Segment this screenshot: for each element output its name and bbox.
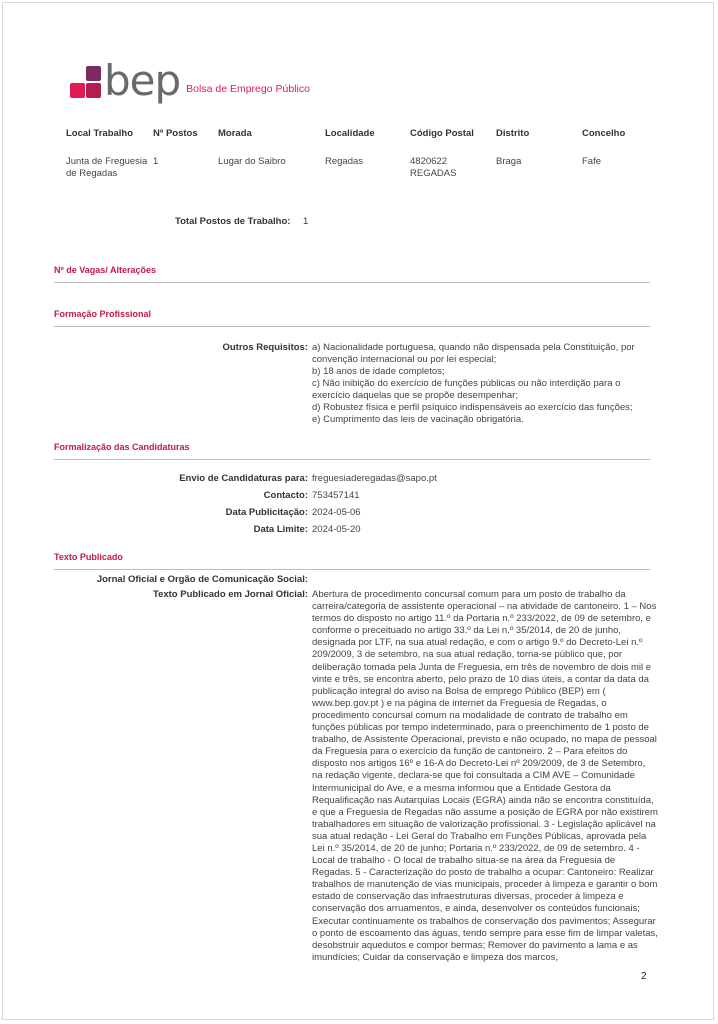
section-texto-publicado: Texto Publicado — [54, 547, 650, 570]
data-limite-value: 2024-05-20 — [312, 524, 361, 535]
cell-local-trabalho: Junta de Freguesia de Regadas — [66, 156, 148, 179]
envio-candidaturas-email[interactable]: freguesiaderegadas@sapo.pt — [312, 473, 437, 484]
cell-codigo-postal: 4820622 REGADAS — [410, 156, 457, 179]
contacto-label: Contacto: — [263, 490, 308, 501]
logo-tagline: Bolsa de Emprego Público — [186, 83, 310, 95]
cell-concelho: Fafe — [582, 156, 602, 167]
cell-localidade: Regadas — [325, 156, 364, 167]
requisito-item: d) Robustez física e perfil psíquico indispensáveis ao exercício das funções; — [312, 402, 633, 413]
header-n-postos: Nº Postos — [153, 128, 198, 139]
header-codigo-postal: Código Postal — [410, 128, 474, 139]
jornal-oficial-label: Jornal Oficial e Orgão de Comunicação Social: — [96, 574, 308, 585]
logo-word: bep — [104, 56, 181, 105]
logo-squares-icon — [70, 66, 106, 100]
data-publicitacao-value: 2024-05-06 — [312, 507, 361, 518]
header-local-trabalho: Local Trabalho — [66, 128, 134, 139]
page-number: 2 — [641, 971, 647, 982]
envio-candidaturas-label: Envio de Candidaturas para: — [179, 473, 308, 484]
contacto-value: 753457141 — [312, 490, 360, 501]
data-limite-label: Data Limite: — [253, 524, 308, 535]
header-morada: Morada — [218, 128, 252, 139]
requisito-item: a) Nacionalidade portuguesa, quando não dispensada pela Constituição, por convenção internacional ou por lei especial; — [312, 342, 635, 365]
cell-morada: Lugar do Saibro — [218, 156, 286, 167]
texto-jornal-oficial-label: Texto Publicado em Jornal Oficial: — [152, 589, 308, 600]
requisito-item: e) Cumprimento das leis de vacinação obrigatória. — [312, 414, 524, 425]
cell-n-postos: 1 — [153, 156, 159, 167]
outros-requisitos-label: Outros Requisitos: — [222, 342, 308, 353]
header-localidade: Localidade — [325, 128, 375, 139]
total-postos-value: 1 — [303, 216, 309, 227]
data-publicitacao-label: Data Publicitação: — [225, 507, 308, 518]
texto-jornal-oficial-body: Abertura de procedimento concursal comum para um posto de trabalho da carreira/categoria de assistente operacional – na atividade de cantoneiro. 1 – Nos termos do disposto no artigo 11.º da Portaria n.º 233/2022, de 09 de setembro, e conforme o preceituado no artigo 33.º da Lei n.º 35/2014, de 20 de junho, designada por LTF, na sua atual redação, e com o artigo 9.º do Decreto-Lei n.º 209/2009, 3 de setembro, na sua atual redação, torna-se público que, por deliberação tomada pela Junta de Freguesia, em três de novembro de dois mil e vinte e três, se encontra aberto, pelo prazo de 10 dias úteis, a contar da data da publicação integral do aviso na Bolsa de emprego Público (BEP) em ( www.bep.gov.pt ) e na página de internet da Freguesia de Regadas, o procedimento concursal comum na modalidade de contrato de trabalho em funções públicas por tempo indeterminado, para o preenchimento de 1 posto de trabalho, de Assistente Operacional, previsto e não ocupado, no mapa de pessoal da Freguesia para o exercício da função de cantoneiro. 2 – Para efeitos do disposto nos artigos 16º e 16-A do Decreto-Lei nº 209/2009, de 3 de Setembro, na redação vigente, declara-se que foi consultada a CIM AVE – Comunidade Intermunicipal do Ave, e a mesma informou que a Entidade Gestora da Requalificação nas Autarquias Locais (EGRA) ainda não se encontra constituída, e que a Freguesia de Regadas não assume a posição de EGRA por não existirem trabalhadores em situação de valorização profissional. 3 - Legislação aplicável na sua atual redação - Lei Geral do Trabalho em Funções Públicas, aprovada pela Lei n.º 35/2014, de 20 de junho; Portaria n.º 233/2022, de 09 de setembro. 4 - Local de trabalho - O local de trabalho situa-se na área da Freguesia de Regadas. 5 - Caracterização do posto de trabalho a ocupar: Cantoneiro: Realizar trabalhos de manutenção de vias municipais, proceder à limpeza e garantir o bom estado de conservação das infraestruturas diversas, proceder à limpeza e conservação dos arruamentos, e ainda, desenvolver os conteúdos funcionais; Executar continuamente os trabalhos de conservação dos pavimentos; Assegurar o ponto de escoamento das águas, tendo sempre para esse fim de limpar valetas, desobstruir aquedutos e compor bermas; Remover do pavimento a lama e as imundícies; Cuidar da conservação e limpeza dos marcos, — [312, 589, 658, 963]
outros-requisitos-list — [312, 342, 652, 426]
bep-logo — [70, 56, 310, 105]
section-formalizacao: Formalização das Candidaturas — [54, 437, 650, 460]
requisito-item: c) Não inibição do exercício de funções públicas ou não interdição para o exercício daquelas que se propõe desempenhar; — [312, 378, 621, 401]
total-postos-label: Total Postos de Trabalho: — [175, 216, 291, 227]
section-formacao: Formação Profissional — [54, 304, 650, 327]
header-concelho: Concelho — [582, 128, 626, 139]
section-vagas: Nº de Vagas/ Alterações — [54, 260, 650, 283]
cell-distrito: Braga — [496, 156, 522, 167]
requisito-item: b) 18 anos de idade completos; — [312, 366, 445, 377]
header-distrito: Distrito — [496, 128, 530, 139]
